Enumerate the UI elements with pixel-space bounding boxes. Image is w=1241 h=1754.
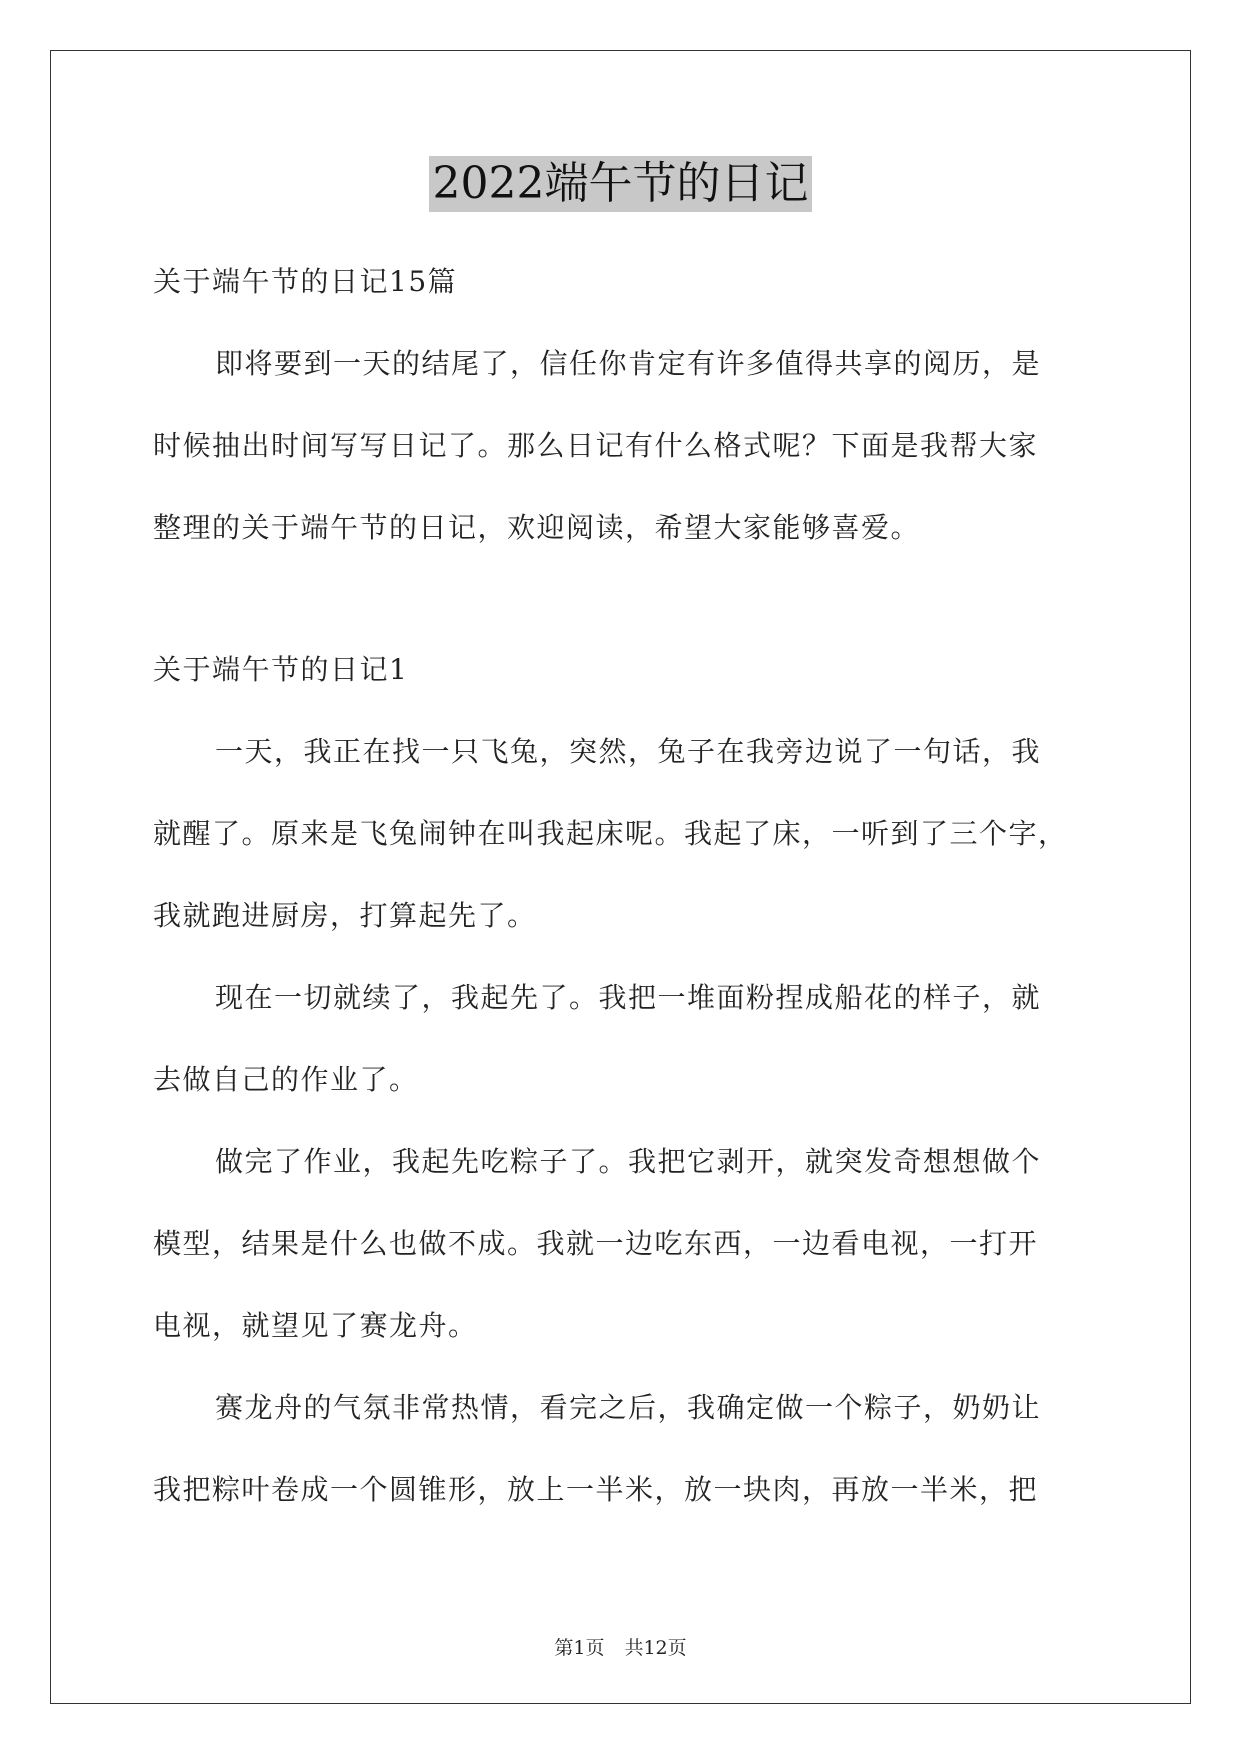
- paragraph-4: [153, 1388, 1093, 1510]
- paragraph-line: 整理的关于端午节的日记，欢迎阅读，希望大家能够喜爱。: [153, 511, 921, 544]
- paragraph-line: 电视，就望见了赛龙舟。: [153, 1309, 478, 1342]
- paragraph-3: [153, 1142, 1093, 1346]
- page-footer: [0, 1636, 1241, 1660]
- paragraph-line: 现在一切就续了，我起先了。我把一堆面粉捏成船花的样子，就: [215, 981, 1042, 1014]
- paragraph-line: 赛龙舟的气氛非常热情，看完之后，我确定做一个粽子，奶奶让: [215, 1391, 1042, 1424]
- document-title: 2022端午节的日记: [429, 156, 813, 212]
- page-total: 共12页: [624, 1637, 687, 1659]
- paragraph-line: 去做自己的作业了。: [153, 1063, 419, 1096]
- paragraph-line: 一天，我正在找一只飞兔，突然，兔子在我旁边说了一句话，我: [215, 735, 1042, 768]
- paragraph-1: [153, 732, 1093, 936]
- paragraph-line: 就醒了。原来是飞兔闹钟在叫我起床呢。我起了床，一听到了三个字，: [153, 817, 1068, 850]
- intro-paragraph: [153, 344, 1093, 548]
- paragraph-line: 即将要到一天的结尾了，信任你肯定有许多值得共享的阅历，是: [215, 347, 1042, 380]
- section-heading: 关于端午节的日记1: [153, 653, 409, 686]
- subtitle: 关于端午节的日记15篇: [153, 265, 458, 298]
- paragraph-line: 我就跑进厨房，打算起先了。: [153, 899, 537, 932]
- title-container: [0, 156, 1241, 212]
- paragraph-line: 模型，结果是什么也做不成。我就一边吃东西，一边看电视，一打开: [153, 1227, 1039, 1260]
- paragraph-line: 时候抽出时间写写日记了。那么日记有什么格式呢？下面是我帮大家: [153, 429, 1039, 462]
- paragraph-2: [153, 978, 1093, 1100]
- paragraph-line: 我把粽叶卷成一个圆锥形，放上一半米，放一块肉，再放一半米，把: [153, 1473, 1039, 1506]
- page-number: 第1页: [554, 1637, 605, 1659]
- document-body: [153, 262, 1093, 1510]
- paragraph-line: 做完了作业，我起先吃粽子了。我把它剥开，就突发奇想想做个: [215, 1145, 1042, 1178]
